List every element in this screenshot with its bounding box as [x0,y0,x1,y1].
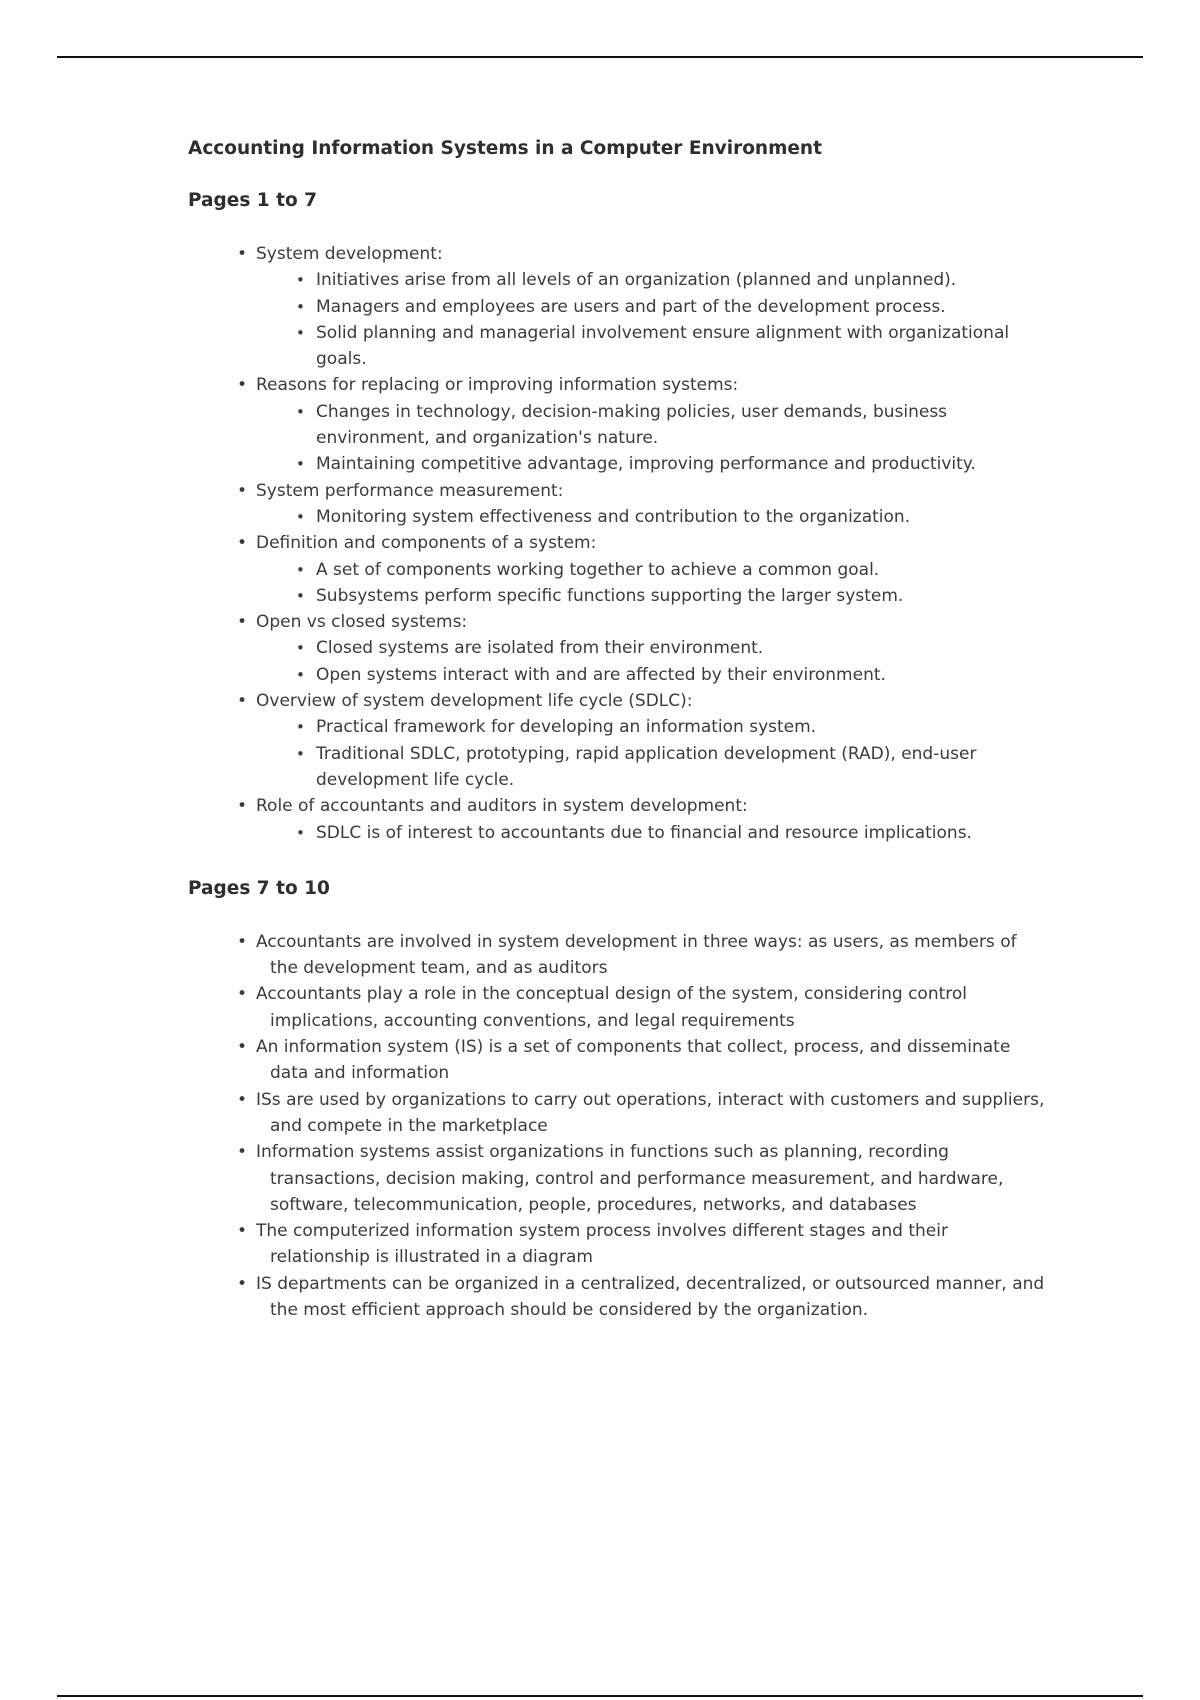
list-item [188,793,1048,846]
bullet-icon: • [237,244,248,264]
bullet-icon: • [296,323,305,342]
sub-list [256,820,1048,846]
bullet-icon: • [296,560,305,579]
bullet-icon: • [296,297,305,316]
sub-list-item-text: Traditional SDLC, prototyping, rapid application development (RAD), end-user development life cycle. [316,743,977,790]
bottom-rule [57,1695,1143,1697]
list-item-text: The computerized information system process involves different stages and their relationship is illustrated in a diagram [256,1221,948,1268]
list-item [188,688,1048,793]
sub-list [256,557,1048,610]
document-title: Accounting Information Systems in a Computer Environment [188,138,822,159]
bullet-icon: • [296,402,305,421]
top-rule [57,56,1143,58]
bullet-icon: • [296,665,305,684]
list-item-text: Definition and components of a system: [256,533,597,554]
list-item [188,372,1048,477]
list-item-text: Reasons for replacing or improving information systems: [256,375,739,396]
list-item [188,981,1048,1034]
sub-list-item-text: Initiatives arise from all levels of an organization (planned and unplanned). [316,270,957,291]
list-item-text: ISs are used by organizations to carry out operations, interact with customers and suppliers, and compete in the marketplace [256,1089,1045,1136]
bullet-icon: • [237,1142,248,1163]
sub-list-item-text: Maintaining competitive advantage, improving performance and productivity. [316,454,976,475]
bullet-icon: • [237,691,248,712]
list-item-text: IS departments can be organized in a centralized, decentralized, or outsourced manner, and the most efficient approach should be considered by the organization. [256,1273,1045,1320]
bullet-icon: • [296,586,305,605]
section-heading-pages-1-7: Pages 1 to 7 [188,190,317,211]
list-item [188,530,1048,609]
bullet-icon: • [296,718,305,737]
bullet-icon: • [237,612,248,633]
sub-list-item-text: SDLC is of interest to accountants due to financial and resource implications. [316,822,972,843]
list-item-text: System performance measurement: [256,480,564,501]
bullet-icon: • [296,639,305,658]
list-item [188,1271,1048,1324]
list-item [188,929,1048,982]
bullet-icon: • [237,984,248,1005]
bullet-icon: • [237,1089,248,1110]
sub-list [256,399,1048,478]
sub-list-item [256,820,1048,846]
sub-list-item [256,267,1048,293]
sub-list [256,267,1048,372]
sub-list-item [256,451,1048,477]
bullet-icon: • [296,744,305,763]
nested-bullet-list [188,241,1048,846]
sub-list-item [256,557,1048,583]
sub-list [256,714,1048,793]
sub-list-item-text: A set of components working together to achieve a common goal. [316,559,880,580]
sub-list-item [256,294,1048,320]
bullet-icon: • [296,823,305,842]
list-item [188,1034,1048,1087]
bullet-icon: • [237,931,248,952]
bullet-icon: • [237,480,248,501]
section-heading-pages-7-10: Pages 7 to 10 [188,877,330,899]
sub-list-item-text: Solid planning and managerial involvement ensure alignment with organizational goals. [316,322,1010,370]
list-item-text: An information system (IS) is a set of components that collect, process, and disseminate data and information [256,1037,1011,1084]
sub-list-item-text: Managers and employees are users and part of the development process. [316,296,946,317]
list-item-text: Information systems assist organizations in functions such as planning, recording transactions, decision making, control and performance measurement, and hardware, software, telecommunication, people, procedures, networks, and databases [256,1142,1004,1215]
sub-list [256,635,1048,688]
sub-list-item [256,504,1048,530]
list-item-text: Accountants are involved in system development in three ways: as users, as members of the development team, and as auditors [256,931,1017,979]
sub-list-item [256,399,1048,452]
list-item-text: Overview of system development life cycle (SDLC): [256,691,693,712]
bullet-icon: • [296,507,305,526]
sub-list-item [256,662,1048,688]
list-item-text: System development: [256,244,443,264]
bullet-icon: • [296,271,305,290]
bullet-icon: • [296,455,305,474]
sub-list-item [256,320,1048,373]
bullet-icon: • [237,1273,248,1294]
list-item-text: Role of accountants and auditors in system development: [256,796,748,817]
sub-list-item [256,714,1048,740]
bullet-icon: • [237,1221,248,1242]
bullet-icon: • [237,1037,248,1058]
sub-list-item-text: Practical framework for developing an information system. [316,717,817,738]
bullet-list [188,929,1048,1323]
sub-list-item-text: Open systems interact with and are affected by their environment. [316,664,886,685]
sub-list [256,504,1048,530]
list-item [188,609,1048,688]
sub-list-item-text: Subsystems perform specific functions supporting the larger system. [316,585,904,606]
list-item [188,1218,1048,1271]
list-item-text: Accountants play a role in the conceptual design of the system, considering control implications, accounting conventions, and legal requirements [256,984,968,1031]
list-item [188,1087,1048,1140]
sub-list-item-text: Closed systems are isolated from their environment. [316,638,764,659]
document-body [188,136,1048,1323]
sub-list-item-text: Changes in technology, decision-making policies, user demands, business environment, and organization's nature. [316,401,948,449]
list-item [188,241,1048,372]
list-item-text: Open vs closed systems: [256,612,468,633]
sub-list-item [256,583,1048,609]
sub-list-item [256,635,1048,661]
bullet-icon: • [237,533,248,554]
sub-list-item-text: Monitoring system effectiveness and contribution to the organization. [316,506,911,527]
bullet-icon: • [237,375,248,396]
list-item [188,1139,1048,1218]
sub-list-item [256,741,1048,794]
bullet-icon: • [237,796,248,817]
list-item [188,478,1048,531]
